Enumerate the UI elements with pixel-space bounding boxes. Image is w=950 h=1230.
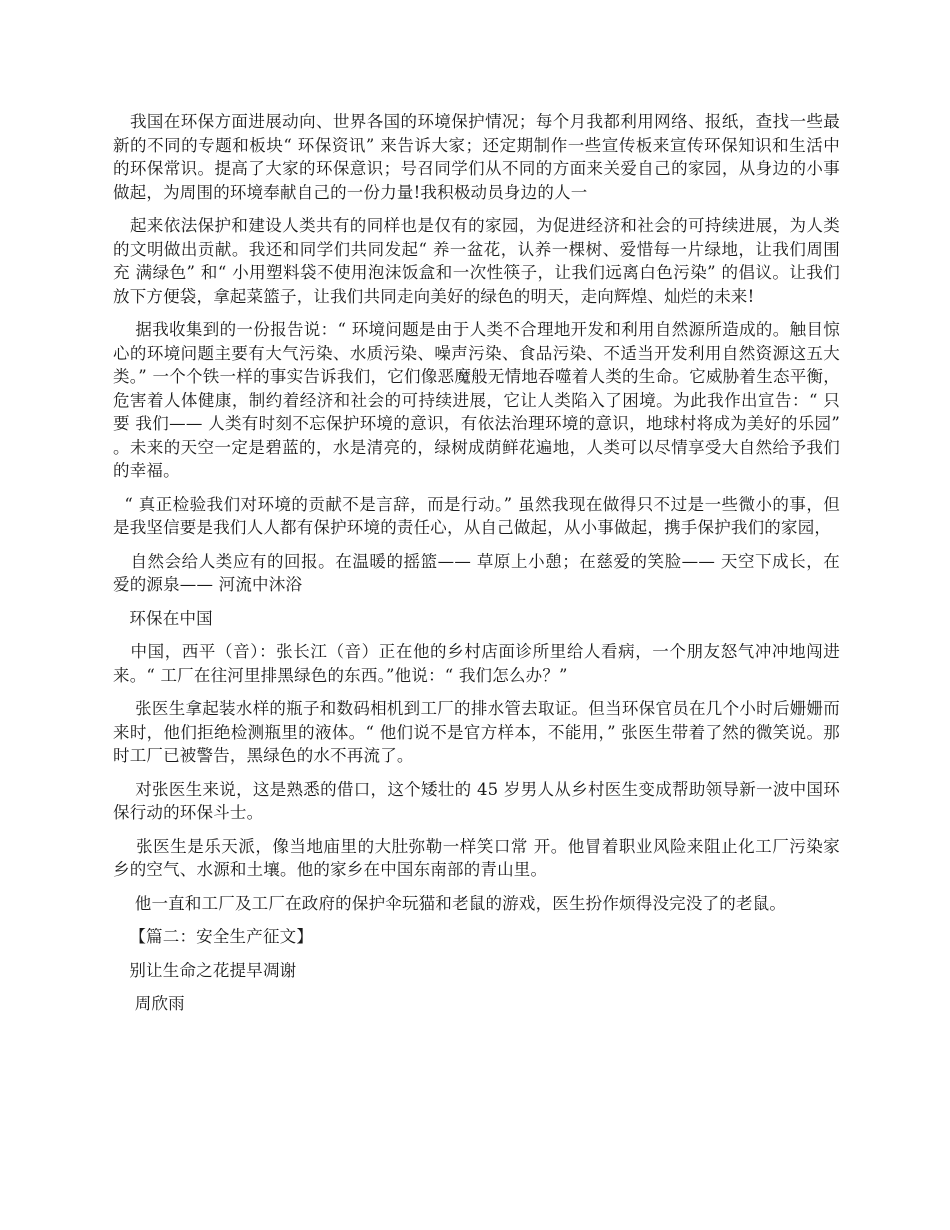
paragraph-excuse: 对张医生来说，这是熟悉的借口，这个矮壮的 45 岁男人从乡村医生变成帮助领导新一波中国环保行动的环保斗士。 — [113, 779, 840, 822]
paragraph-xiping: 中国，西平（音）：张长江（音）正在他的乡村店面诊所里给人看病，一个朋友怒气冲冲地闯进来。“ 工厂在往河里排黑绿色的东西。”他说：“ 我们怎么办？” — [113, 642, 840, 685]
paragraph-action: “ 真正检验我们对环境的贡献不是言辞，而是行动。” 虽然我现在做得只不过是一些微小的事，但是我坚信要是我们人人都有保护环境的责任心，从自己做起，从小事做起，携手保护我们的家园， — [113, 494, 840, 537]
paragraph-evidence: 张医生拿起装水样的瓶子和数码相机到工厂的排水管去取证。但当环保官员在几个小时后姗姗而来时，他们拒绝检测瓶里的液体。“ 他们说不是官方样本，不能用，” 张医生带着了然的微笑说。那时工厂已被警告，黑绿色的水不再流了。 — [113, 699, 840, 765]
paragraph-report: 据我收集到的一份报告说：“ 环境问题是由于人类不合理地开发和利用自然源所造成的。触目惊心的环境问题主要有大气污染、水质污染、噪声污染、食品污染、不适当开发利用自然资源这五大类。” 一个个铁一样的事实告诉我们，它们像恶魔般无情地吞噬着人类的生命。它威胁着生态平衡，危害着人体健康，制约着经济和社会的可持续进展，它让人类陷入了困境。为此我作出宣告：“ 只要 我们—— 人类有时刻不忘保护环境的意识，有依法治理环境的意识，地球村将成为美好的乐园” 。未来的天空一定是碧蓝的，水是清亮的，绿树成荫鲜花遍地，人类可以尽情享受大自然给予我们的幸福。 — [113, 320, 846, 480]
part-two-heading: 【篇二：安全生产征文】 — [113, 927, 314, 946]
section-heading-china: 环保在中国 — [113, 608, 213, 628]
paragraph-cat-mouse: 他一直和工厂及工厂在政府的保护伞玩猫和老鼠的游戏，医生扮作烦得没完没了的老鼠。 — [113, 893, 787, 913]
paragraph-environment-news: 我国在环保方面进展动向、世界各国的环境保护情况；每个月我都利用网络、报纸，查找一些最新的不同的专题和板块“ 环保资讯” 来告诉大家；还定期制作一些宣传板来宣传环保知识和生活中的环保常识。提高了大家的环保意识；号召同学们从不同的方面来关爱自己的家园，从身边的小事做起，为周围的环境奉献自己的一份力量!我积极动员身边的人一 — [113, 112, 840, 202]
essay-author: 周欣雨 — [113, 994, 185, 1013]
document-body — [113, 110, 846, 1026]
paragraph-nature-reward: 自然会给人类应有的回报。在温暖的摇篮—— 草原上小憩；在慈爱的笑脸—— 天空下成长，在爱的源泉—— 河流中沐浴 — [113, 551, 840, 594]
paragraph-optimist: 张医生是乐天派，像当地庙里的大肚弥勒一样笑口常 开。他冒着职业风险来阻止化工厂污染家乡的空气、水源和土壤。他的家乡在中国东南部的青山里。 — [113, 836, 840, 879]
essay-title: 别让生命之花提早凋谢 — [113, 960, 297, 980]
paragraph-protect-home: 起来依法保护和建设人类共有的同样也是仅有的家园，为促进经济和社会的可持续进展，为人类的文明做出贡献。我还和同学们共同发起“ 养一盆花，认养一棵树、爱惜每一片绿地，让我们周围充 满绿色” 和“ 小用塑料袋不使用泡沫饭盒和一次性筷子，让我们远离白色污染” 的倡议。让我们放下方便袋，拿起菜篮子，让我们共同走向美好的绿色的明天，走向辉煌、灿烂的未来! — [113, 216, 840, 306]
